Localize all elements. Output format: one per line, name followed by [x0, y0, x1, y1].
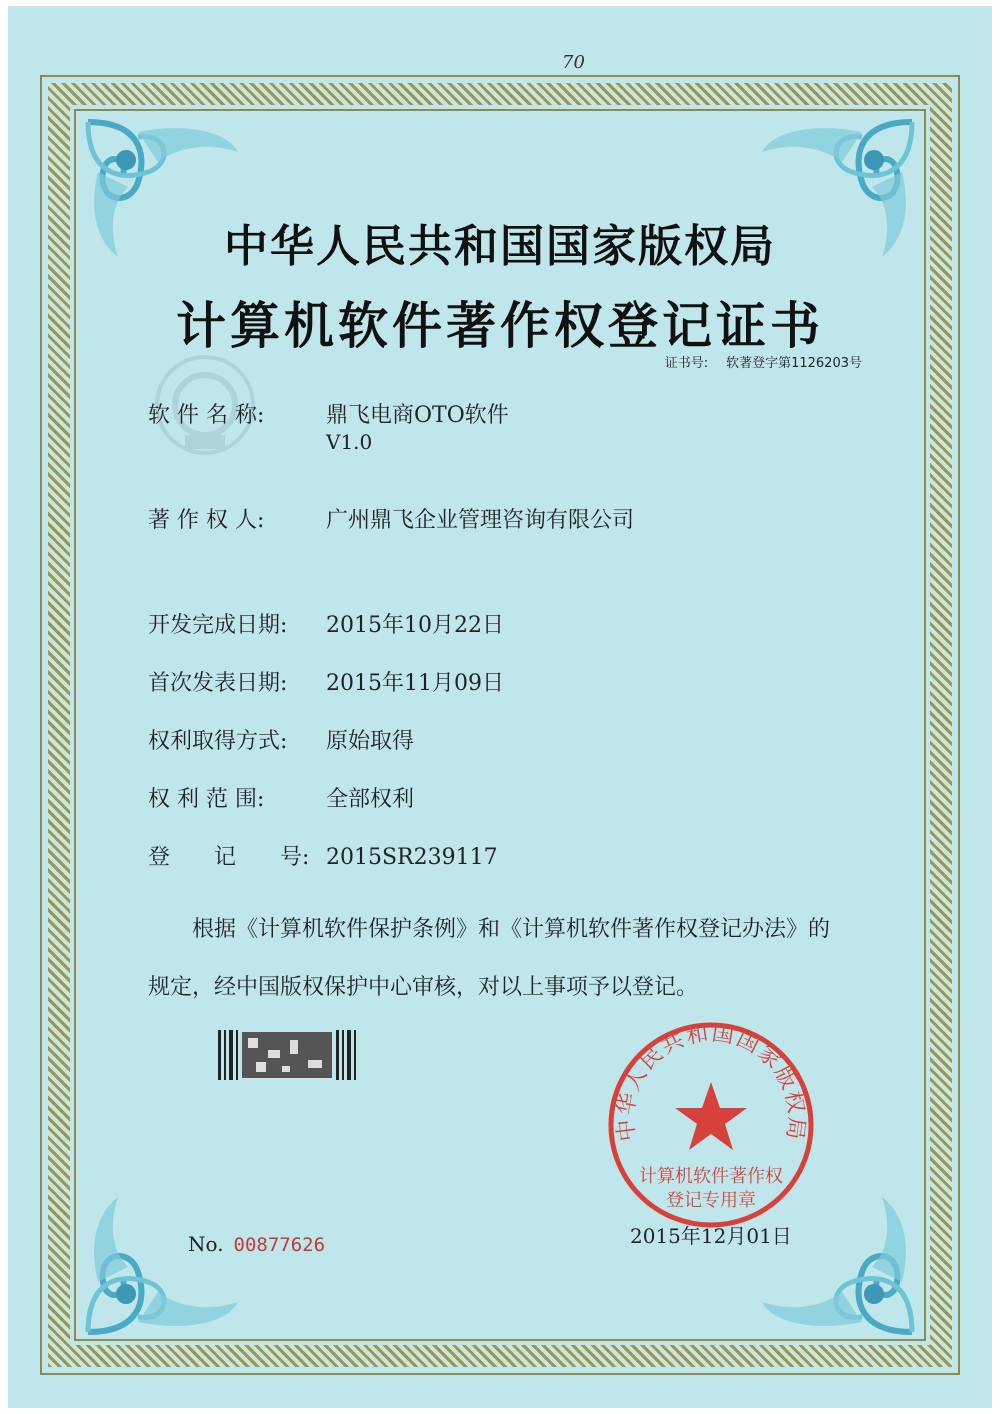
pub-date-row: [148, 666, 504, 697]
dev-date-label: 开发完成日期:: [148, 613, 288, 638]
acquire-row: [148, 724, 414, 755]
registration-row: [148, 840, 498, 871]
scope-label: 权 利 范 围:: [148, 787, 265, 812]
seal-line-1: 计算机软件著作权: [639, 1166, 783, 1187]
owner-row: [148, 503, 634, 534]
handwritten-note: 70: [562, 52, 585, 73]
statement-line-1: 根据《计算机软件保护条例》和《计算机软件著作权登记办法》的: [192, 917, 831, 942]
certificate-number: [665, 352, 862, 371]
scope-value: 全部权利: [326, 787, 415, 812]
certificate-title: 计算机软件著作权登记证书: [176, 297, 824, 355]
official-seal: [606, 1020, 816, 1230]
pub-date-label: 首次发表日期:: [148, 671, 288, 696]
registration-value: 2015SR239117: [326, 845, 498, 870]
serial-value: 00877626: [233, 1234, 326, 1256]
barcode-icon: [218, 1030, 358, 1080]
software-name-row: [148, 398, 509, 429]
dev-date-row: [148, 608, 504, 639]
issue-date: 2015年12月01日: [630, 1224, 792, 1248]
serial-number: [188, 1232, 325, 1256]
issuing-authority: 中华人民共和国国家版权局: [224, 221, 776, 272]
seal-line-2: 登记专用章: [666, 1190, 756, 1211]
software-name-value: 鼎飞电商OTO软件: [326, 403, 509, 428]
dev-date-value: 2015年10月22日: [326, 613, 504, 638]
software-name-label: 软 件 名 称:: [148, 403, 265, 428]
serial-label: No.: [188, 1232, 224, 1256]
owner-label: 著 作 权 人:: [148, 508, 265, 533]
software-version: V1.0: [326, 430, 373, 454]
certificate-number-value: 软著登字第1126203号: [726, 356, 862, 371]
registration-label: 登 记 号:: [148, 845, 310, 870]
certificate-number-label: 证书号:: [664, 356, 709, 371]
scope-row: [148, 782, 414, 813]
statement-line-2: 规定，经中国版权保护中心审核，对以上事项予以登记。: [148, 975, 699, 1000]
pub-date-value: 2015年11月09日: [326, 671, 504, 696]
acquire-value: 原始取得: [326, 729, 415, 754]
owner-value: 广州鼎飞企业管理咨询有限公司: [326, 508, 635, 533]
corner-ornament-bottom-left: [78, 1192, 248, 1342]
seal-ring-text: 中华人民共和国国家版权局: [613, 1020, 809, 1143]
acquire-label: 权利取得方式:: [148, 729, 288, 754]
